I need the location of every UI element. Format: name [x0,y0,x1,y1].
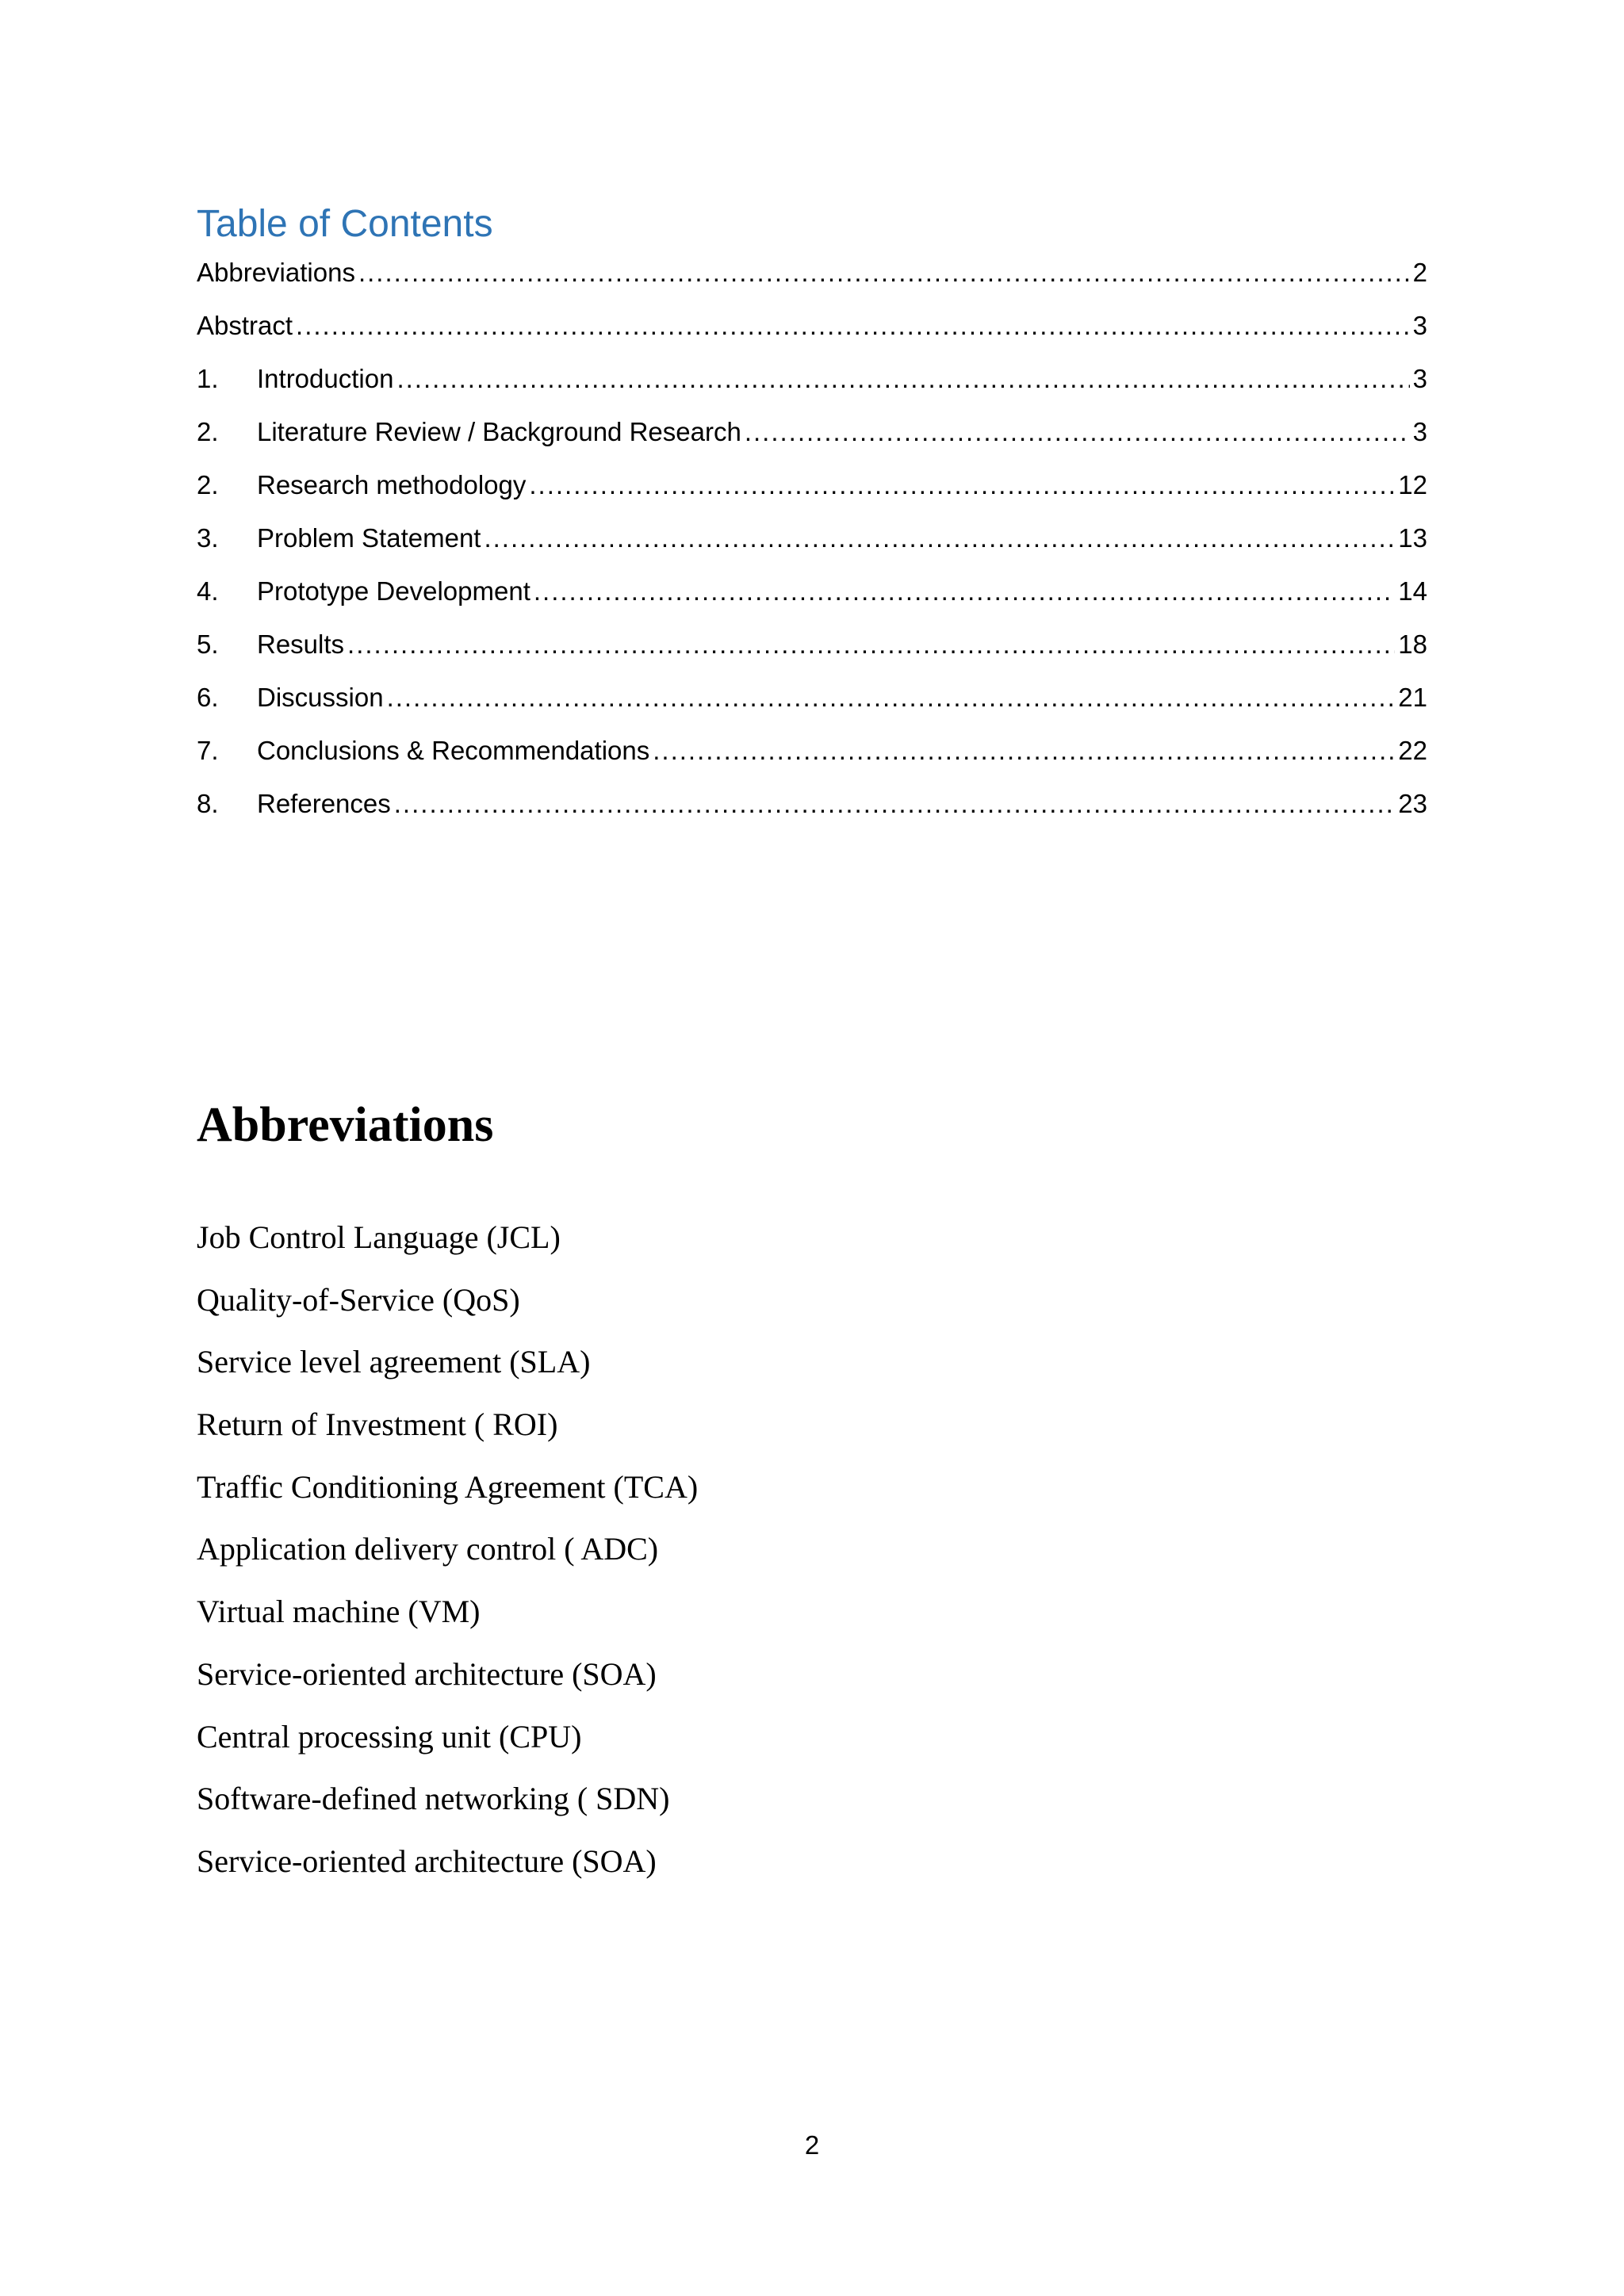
toc-entry-number: 7. [197,736,219,765]
toc-entry-page: 22 [1398,736,1427,765]
toc-entry-abbreviations[interactable] [197,252,1427,305]
toc-leader-dots [653,730,1395,771]
toc-entry-references[interactable] [197,783,1427,836]
toc-entry-problem-statement[interactable] [197,518,1427,571]
toc-entry-text: References [257,789,391,818]
toc-entry-discussion[interactable] [197,677,1427,730]
toc-entry-page: 3 [1412,417,1427,446]
toc-entry-page: 13 [1398,523,1427,553]
toc-entry-number: 2. [197,470,219,499]
toc-entry-text: Introduction [257,364,394,393]
toc-entry-text: Results [257,629,345,659]
toc-entry-page: 2 [1412,258,1427,287]
toc-entry-text: Literature Review / Background Research [257,417,741,446]
toc-title: Table of Contents [197,203,493,245]
toc-entry-page: 3 [1412,311,1427,340]
toc-entry-number: 8. [197,789,219,818]
toc-leader-dots [534,571,1395,612]
toc-entry-text: Abstract [197,311,293,340]
toc-entry-introduction[interactable] [197,358,1427,411]
toc-leader-dots [745,411,1410,453]
toc-entry-number: 3. [197,523,219,553]
toc-entry-text: Problem Statement [257,523,481,553]
toc-leader-dots [396,358,1409,400]
toc-entry-number: 2. [197,417,219,446]
toc-entry-number: 1. [197,364,219,393]
toc-entry-number: 5. [197,629,219,659]
toc-entry-page: 3 [1412,364,1427,393]
abbreviation-item: Return of Investment ( ROI) [197,1406,558,1443]
abbreviation-item: Service-oriented architecture (SOA) [197,1655,657,1692]
toc-leader-dots [394,783,1396,825]
toc-entry-research-methodology[interactable] [197,465,1427,518]
toc-entry-text: Abbreviations [197,258,355,287]
toc-entry-number: 4. [197,576,219,606]
toc-entry-literature-review[interactable] [197,411,1427,465]
toc-entry-page: 21 [1398,683,1427,712]
toc-entry-text: Prototype Development [257,576,530,606]
abbreviation-item: Virtual machine (VM) [197,1594,481,1630]
toc-entry-abstract[interactable] [197,305,1427,358]
abbreviation-item: Software-defined networking ( SDN) [197,1781,670,1817]
toc-leader-dots [358,252,1410,293]
abbreviations-heading: Abbreviations [197,1098,494,1152]
abbreviation-item: Service level agreement (SLA) [197,1344,591,1380]
toc-entry-page: 23 [1398,789,1427,818]
abbreviation-item: Central processing unit (CPU) [197,1718,582,1755]
table-of-contents [197,252,1427,836]
abbreviation-item: Application delivery control ( ADC) [197,1531,659,1567]
abbreviation-item: Quality-of-Service (QoS) [197,1281,520,1318]
abbreviations-list [197,1210,698,1896]
toc-entry-page: 18 [1398,629,1427,659]
toc-leader-dots [387,677,1396,718]
abbreviation-item: Job Control Language (JCL) [197,1219,561,1255]
toc-entry-text: Discussion [257,683,384,712]
toc-entry-results[interactable] [197,624,1427,677]
toc-entry-text: Research methodology [257,470,527,499]
toc-entry-page: 14 [1398,576,1427,606]
toc-leader-dots [529,465,1395,506]
toc-leader-dots [484,518,1395,559]
page-number: 2 [804,2130,820,2160]
toc-entry-conclusions[interactable] [197,730,1427,783]
toc-entry-prototype-development[interactable] [197,571,1427,624]
toc-leader-dots [296,305,1410,346]
toc-entry-number: 6. [197,683,219,712]
toc-entry-text: Conclusions & Recommendations [257,736,650,765]
toc-entry-page: 12 [1398,470,1427,499]
toc-leader-dots [347,624,1395,665]
abbreviation-item: Service-oriented architecture (SOA) [197,1843,657,1879]
abbreviation-item: Traffic Conditioning Agreement (TCA) [197,1468,699,1505]
